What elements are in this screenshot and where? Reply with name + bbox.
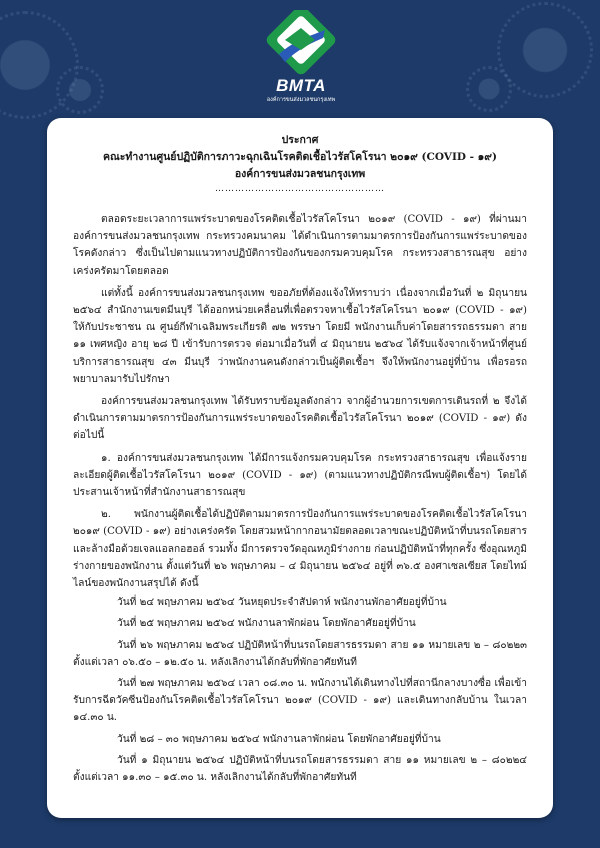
title-separator: …………………………………………… (215, 184, 385, 194)
page-header (0, 0, 600, 118)
timeline-item (73, 615, 527, 632)
paragraph (73, 285, 527, 388)
paragraph (73, 211, 527, 280)
timeline-text: วันที่ ๒๔ พฤษภาคม ๒๕๖๔ วันหยุดประจำสัปดาห์ พนักงานพักอาศัยอยู่ที่บ้าน (117, 597, 447, 609)
timeline-text: วันที่ ๒๘ – ๓๐ พฤษภาคม ๒๕๖๔ พนักงานลาพักผ่อน โดยพักอาศัยอยู่ที่บ้าน (117, 733, 441, 745)
paragraph-text: ตลอดระยะเวลาการแพร่ระบาดของโรคติดเชื้อไวรัสโคโรนา ๒๐๑๙ (COVID - ๑๙) ที่ผ่านมาองค์การขนส่งมวลชนกรุงเทพ กระทรวงคมนาคม ได้ดำเนินการตามมาตรการป้องกันการแพร่ระบาดของโรคดังกล่าว ซึ่งเป็นไปตามแนวทางปฏิบัติการป้องกันของกรมควบคุมโรค กระทรวงสาธารณสุข อย่างเคร่งครัดมาโดยตลอด (73, 214, 527, 277)
announcement-title (73, 132, 527, 183)
timeline-text: วันที่ ๒๗ พฤษภาคม ๒๕๖๔ เวลา ๐๘.๓๐ น. พนักงานได้เดินทางไปที่สถานีกลางบางซื่อ เพื่อเข้ารับการฉีดวัคซีนป้องกันโรคติดเชื้อไวรัสโคโรนา ๒๐๑๙ (COVID - ๑๙) และเดินทางกลับบ้าน ในเวลา ๑๔.๓๐ น. (73, 678, 527, 724)
timeline-item (73, 731, 527, 748)
paragraph (73, 393, 527, 445)
title-line-2: คณะทำงานศูนย์ปฏิบัติการภาวะฉุกเฉินโรคติดเชื้อไวรัสโคโรนา ๒๐๑๙ (COVID - ๑๙) (103, 151, 497, 163)
paragraph-text: ๑. องค์การขนส่งมวลชนกรุงเทพ ได้มีการแจ้งกรมควบคุมโรค กระทรวงสาธารณสุข เพื่อแจ้งรายละเอียดผู้ติดเชื้อไวรัสโคโรนา ๒๐๑๙ (COVID - ๑๙) (ตามแนวทางปฏิบัติกรณีพบผู้ติดเชื้อฯ) โดยได้ประสานเจ้าหน้าที่สำนักงานสาธารณสุข (73, 452, 527, 499)
logo-text: BMTA (276, 76, 326, 95)
announcement-content (73, 132, 527, 790)
paragraph-text: ๒. พนักงานผู้ติดเชื้อได้ปฏิบัติตามมาตรการป้องกันการแพร่ระบาดของโรคติดเชื้อไวรัสโคโรนา ๒๐๑๙ (COVID - ๑๙) อย่างเคร่งครัด โดยสวมหน้ากากอนามัยตลอดเวลาขณะปฏิบัติหน้าที่บนรถโดยสาร และล้างมือด้วยเจลแอลกอฮอล์ รวมทั้ง มีการตรวจวัดอุณหภูมิร่างกาย ก่อนปฏิบัติหน้าที่ทุกครั้ง ซึ่งอุณหภูมิร่างกายของพนักงาน ตั้งแต่วันที่ ๒๖ พฤษภาคม – ๔ มิถุนายน ๒๕๖๔ อยู่ที่ ๓๖.๕ องศาเซลเซียส โดยไทม์ไลน์ของพนักงานสรุปได้ ดังนี้ (73, 509, 527, 590)
title-line-1: ประกาศ (281, 134, 319, 146)
timeline-item (73, 675, 527, 727)
announcement-paper (47, 118, 553, 818)
paragraph (73, 506, 527, 592)
logo-subtext: องค์การขนส่งมวลชนกรุงเทพ (266, 97, 336, 103)
paragraph (73, 450, 527, 502)
title-line-3: องค์การขนส่งมวลชนกรุงเทพ (234, 168, 366, 180)
timeline-text: วันที่ ๒๖ พฤษภาคม ๒๕๖๔ ปฏิบัติหน้าที่บนรถโดยสารธรรมดา สาย ๑๑ หมายเลข ๒ – ๘๐๒๒๓ ตั้งแต่เวลา ๐๖.๕๐ – ๑๒.๕๐ น. หลังเลิกงานได้กลับที่พักอาศัยทันที (73, 639, 527, 668)
timeline-item (73, 637, 527, 671)
bmta-logo-icon (255, 10, 347, 76)
timeline-item (73, 594, 527, 611)
paragraph-text: แต่ทั้งนี้ องค์การขนส่งมวลชนกรุงเทพ ขออภัยที่ต้องแจ้งให้ทราบว่า เนื่องจากเมื่อวันที่ ๒ มิถุนายน ๒๕๖๔ สำนักงานเขตมีนบุรี ได้ออกหน่วยเคลื่อนที่เพื่อตรวจหาเชื้อไวรัสโคโรนา ๒๐๑๙ (COVID - ๑๙) ให้กับประชาชน ณ ศูนย์กีฬาเฉลิมพระเกียรติ ๗๒ พรรษา โดยมี พนักงานเก็บค่าโดยสารรถธรรมดา สาย ๑๑ เพศหญิง อายุ ๒๘ ปี เข้ารับการตรวจ ต่อมาเมื่อวันที่ ๔ มิถุนายน ๒๕๖๔ ได้รับแจ้งจากเจ้าหน้าที่ศูนย์บริการสาธารณสุข ๔๓ มีนบุรี ว่าพนักงานคนดังกล่าวเป็นผู้ติดเชื้อฯ จึงให้พนักงานอยู่ที่บ้าน เพื่อรอรถพยาบาลมารับไปรักษา (73, 287, 527, 385)
timeline-item (73, 752, 527, 786)
bmta-logo (255, 10, 347, 108)
timeline-text: วันที่ ๑ มิถุนายน ๒๕๖๔ ปฏิบัติหน้าที่บนรถโดยสารธรรมดา สาย ๑๑ หมายเลข ๒ – ๘๐๒๒๔ ตั้งแต่เวลา ๑๑.๓๐ – ๑๕.๓๐ น. หลังเลิกงานได้กลับที่พักอาศัยทันที (73, 754, 527, 784)
paragraph-text: องค์การขนส่งมวลชนกรุงเทพ ได้รับทราบข้อมูลดังกล่าว จากผู้อำนวยการเขตการเดินรถที่ ๒ จึงได้ดำเนินการตามมาตรการป้องกันการแพร่ระบาดของโรคติดเชื้อไวรัสโคโรนา ๒๐๑๙ (COVID - ๑๙) ดังต่อไปนี้ (73, 396, 527, 442)
timeline-text: วันที่ ๒๕ พฤษภาคม ๒๕๖๔ พนักงานลาพักผ่อน โดยพักอาศัยอยู่ที่บ้าน (117, 618, 416, 630)
